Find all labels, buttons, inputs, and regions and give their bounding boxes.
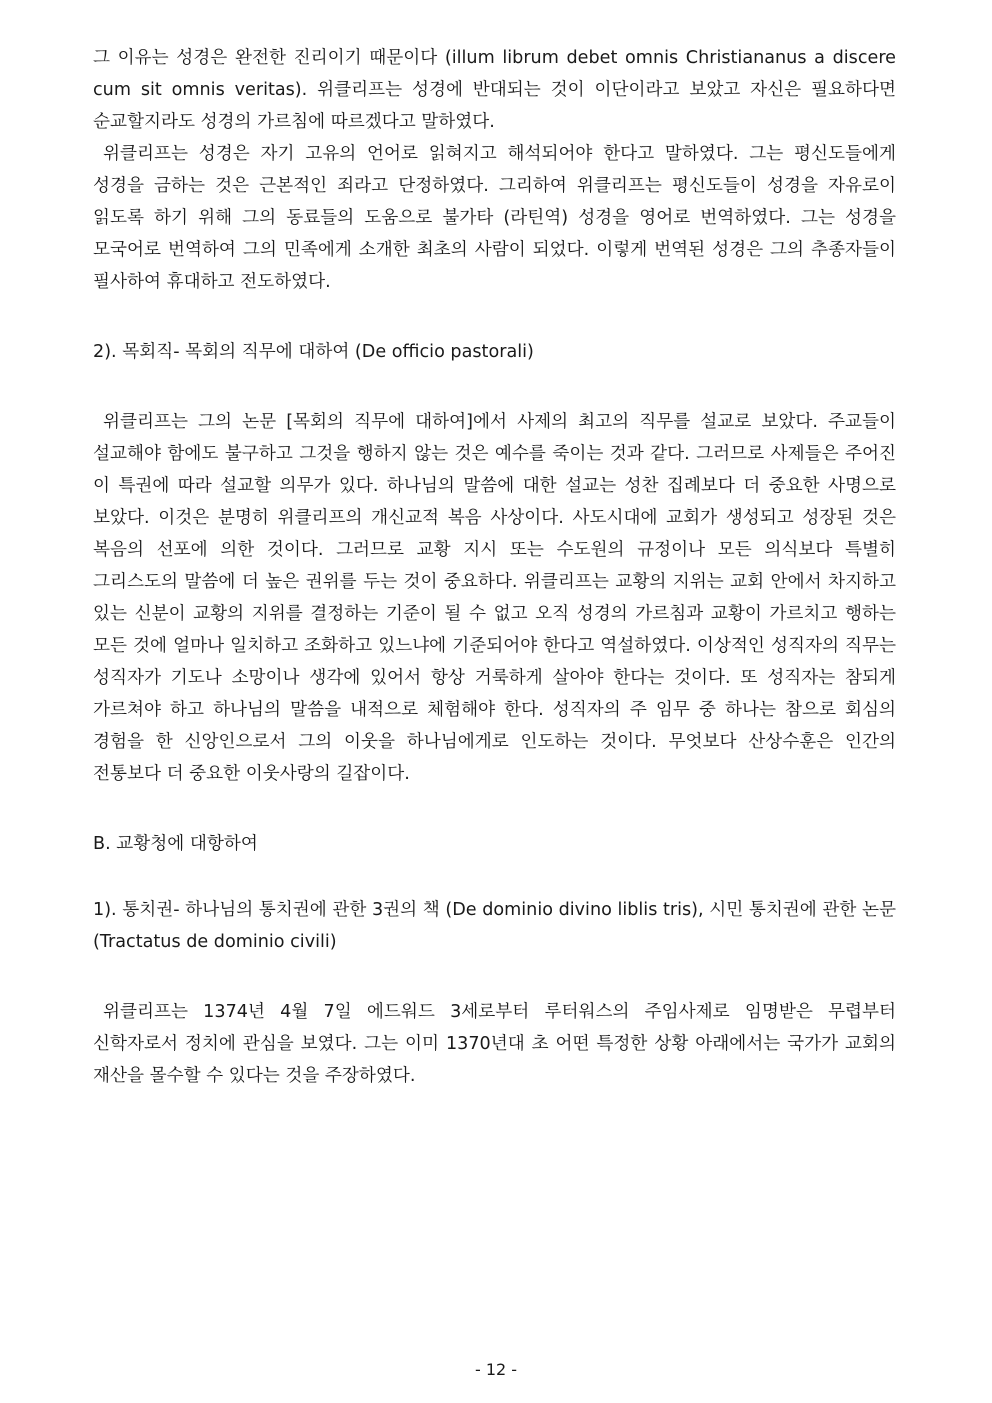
body-paragraph-4: 위클리프는 1374년 4월 7일 에드워드 3세로부터 루터워스의 주임사제로 임명받은 무렵부터 신학자로서 정치에 관심을 보였다. 그는 이미 1370년대 초 어떤 특정한 상황 아래에서는 국가가 교회의 재산을 몰수할 수 있다는 것을 주장하였다. xyxy=(93,1002,896,1086)
section-heading-dominion: 1). 통치권- 하나님의 통치권에 관한 3권의 책 (De dominio divino liblis tris), 시민 통치권에 관한 논문 (Tractatus de dominio civili) xyxy=(93,900,896,952)
body-paragraph-1: 그 이유는 성경은 완전한 진리이기 때문이다 (illum librum debet omnis Christiananus a discere cum sit omnis veritas). 위클리프는 성경에 반대되는 것이 이단이라고 보았고 자신은 필요하다면 순교할지라도 성경의 가르침에 따르겠다고 말하였다. xyxy=(93,48,896,132)
section-heading-against-papacy: B. 교황청에 대항하여 xyxy=(93,834,258,854)
section-heading-pastoral-office: 2). 목회직- 목회의 직무에 대하여 (De officio pastorali) xyxy=(93,342,534,362)
document-page xyxy=(93,42,896,1092)
page-number: - 12 - xyxy=(474,1360,518,1379)
body-paragraph-3: 위클리프는 그의 논문 [목회의 직무에 대하여]에서 사제의 최고의 직무를 설교로 보았다. 주교들이 설교해야 함에도 불구하고 그것을 행하지 않는 것은 예수를 죽이는 것과 같다. 그러므로 사제들은 주어진 이 특권에 따라 설교할 의무가 있다. 하나님의 말씀에 대한 설교는 성찬 집례보다 더 중요한 사명으로 보았다. 이것은 분명히 위클리프의 개신교적 복음 사상이다. 사도시대에 교회가 생성되고 성장된 것은 복음의 선포에 의한 것이다. 그러므로 교황 지시 또는 수도원의 규정이나 모든 의식보다 특별히 그리스도의 말씀에 더 높은 권위를 두는 것이 중요하다. 위클리프는 교황의 지위는 교회 안에서 차지하고 있는 신분이 교황의 지위를 결정하는 기준이 될 수 없고 오직 성경의 가르침과 교황이 가르치고 행하는 모든 것에 얼마나 일치하고 조화하고 있느냐에 기준되어야 한다고 역설하였다. 이상적인 성직자의 직무는 성직자가 기도나 소망이나 생각에 있어서 항상 거룩하게 살아야 한다는 것이다. 또 성직자는 참되게 가르쳐야 하고 하나님의 말씀을 내적으로 체험해야 한다. 성직자의 주 임무 중 하나는 참으로 회심의 경험을 한 신앙인으로서 그의 이웃을 하나님에게로 인도하는 것이다. 무엇보다 산상수훈은 인간의 전통보다 더 중요한 이웃사랑의 길잡이다. xyxy=(93,412,896,784)
body-paragraph-2: 위클리프는 성경은 자기 고유의 언어로 읽혀지고 해석되어야 한다고 말하였다. 그는 평신도들에게 성경을 금하는 것은 근본적인 죄라고 단정하였다. 그리하여 위클리프는 평신도들이 성경을 자유로이 읽도록 하기 위해 그의 동료들의 도움으로 불가타 (라틴역) 성경을 영어로 번역하였다. 그는 성경을 모국어로 번역하여 그의 민족에게 소개한 최초의 사람이 되었다. 이렇게 번역된 성경은 그의 추종자들이 필사하여 휴대하고 전도하였다. xyxy=(93,144,896,292)
